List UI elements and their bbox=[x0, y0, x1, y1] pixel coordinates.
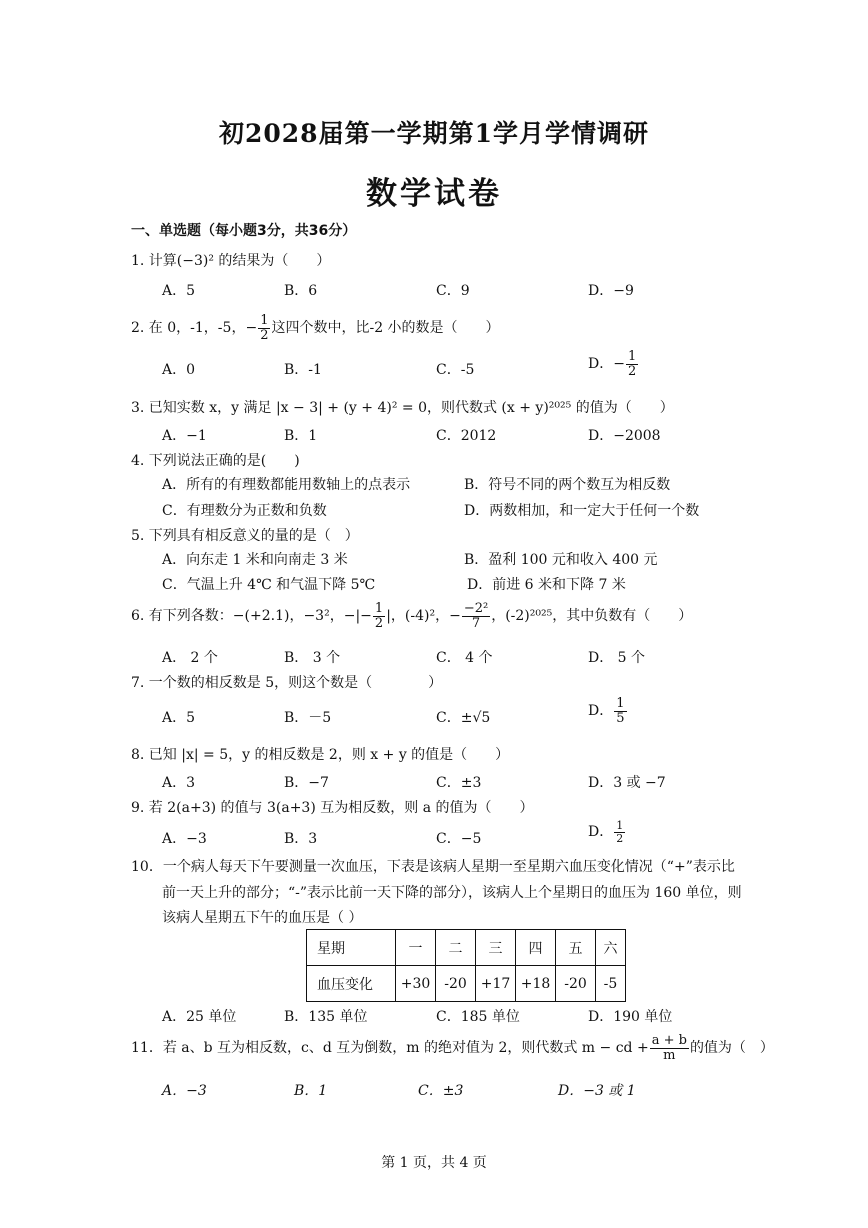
q5-option-c: C．气温上升 4℃ 和气温下降 5℃ bbox=[162, 577, 376, 593]
question-10-line-3: 该病人星期五下午的血压是（ ） bbox=[162, 910, 363, 926]
q10-option-d: D．190 单位 bbox=[588, 1009, 673, 1025]
question-3-stem: 3. 已知实数 x，y 满足 |x − 3| + (y + 4)² = 0，则代数式 (x + y)²⁰²⁵ 的值为（ ） bbox=[131, 400, 674, 416]
q9-option-a: A．−3 bbox=[162, 831, 207, 847]
q6-abs-frac: −|− $\frac{1}{2}$ | bbox=[343, 601, 391, 631]
question-9-stem: 9. 若 2(a+3) 的值与 3(a+3) 互为相反数，则 a 的值为（ ） bbox=[131, 800, 534, 816]
exam-title: 初2028届第一学期第1学月学情调研 bbox=[219, 119, 649, 148]
table-cell: -5 bbox=[596, 966, 626, 1002]
q4-option-c: C．有理数分为正数和负数 bbox=[162, 503, 327, 519]
q11-stem-part-b: 的值为（ ） bbox=[689, 1040, 774, 1057]
q4-option-a: A．所有的有理数都能用数轴上的点表示 bbox=[162, 477, 411, 493]
q6-stem-part-a: 6. 有下列各数：−(+2.1)，−3²， bbox=[131, 608, 344, 625]
question-1-stem: 1. 计算(−3)² 的结果为（ ） bbox=[131, 253, 331, 269]
q2-option-b: B．-1 bbox=[284, 362, 322, 378]
table-cell: +30 bbox=[396, 966, 436, 1002]
q7-option-c: C．±√5 bbox=[436, 710, 491, 726]
q4-option-d: D．两数相加，和一定大于任何一个数 bbox=[464, 503, 700, 519]
table-cell: -20 bbox=[556, 966, 596, 1002]
question-7-stem: 7. 一个数的相反数是 5，则这个数是（ ） bbox=[131, 675, 443, 691]
q3-option-d: D．−2008 bbox=[588, 428, 661, 444]
q1-option-a: A．5 bbox=[162, 283, 196, 299]
q2-option-c: C．-5 bbox=[436, 362, 475, 378]
table-cell: 三 bbox=[476, 930, 516, 966]
q2-option-d: D．− $\frac{1}{2}$ bbox=[588, 349, 637, 379]
q2-option-a: A．0 bbox=[162, 362, 196, 378]
table-cell: 六 bbox=[596, 930, 626, 966]
q11-option-a: A．−3 bbox=[162, 1083, 207, 1099]
table-cell: 星期 bbox=[307, 930, 396, 966]
table-cell: 一 bbox=[396, 930, 436, 966]
question-5-stem: 5. 下列具有相反意义的量的是（ ） bbox=[131, 528, 359, 544]
q9-option-b: B．3 bbox=[284, 831, 318, 847]
q2-d-fraction: $\frac{1}{2}$ bbox=[627, 349, 637, 379]
q2-fraction: $\frac{1}{2}$ bbox=[260, 313, 269, 343]
q11-option-b: B．1 bbox=[294, 1083, 328, 1099]
q3-option-b: B．1 bbox=[284, 428, 318, 444]
page-footer: 第 1 页，共 4 页 bbox=[381, 1155, 487, 1171]
section-heading: 一、单选题（每小题3分，共36分） bbox=[131, 223, 357, 239]
q11-option-c: C．±3 bbox=[418, 1083, 464, 1099]
q1-option-c: C．9 bbox=[436, 283, 470, 299]
table-cell: 五 bbox=[556, 930, 596, 966]
exam-subtitle: 数学试卷 bbox=[366, 176, 502, 212]
question-6-stem bbox=[131, 602, 692, 630]
q7-option-a: A．5 bbox=[162, 710, 196, 726]
q9-option-c: C．−5 bbox=[436, 831, 482, 847]
q10-option-a: A．25 单位 bbox=[162, 1009, 237, 1025]
question-8-stem: 8. 已知 |x| = 5，y 的相反数是 2，则 x + y 的值是（ ） bbox=[131, 747, 510, 763]
q6-stem-part-c: ，(-2)²⁰²⁵，其中负数有（ ） bbox=[491, 608, 693, 625]
q5-option-d: D．前进 6 米和下降 7 米 bbox=[467, 577, 626, 593]
q6-option-c: C． 4 个 bbox=[436, 650, 493, 666]
q7-d-fraction: $\frac{1}{5}$ bbox=[616, 696, 625, 726]
q6-frac-2: − $\frac{\text{−2²}}{7}$ bbox=[449, 601, 489, 631]
q2-stem-part-b: 这四个数中，比-2 小的数是（ ） bbox=[271, 320, 500, 337]
q5-option-b: B．盈利 100 元和收入 400 元 bbox=[464, 552, 658, 568]
q9-option-d: D． $\frac{1}{2}$ bbox=[588, 819, 624, 845]
q2-minus-sign: − bbox=[245, 320, 258, 337]
blood-pressure-table bbox=[306, 929, 626, 1002]
q1-option-d: D．−9 bbox=[588, 283, 634, 299]
q8-option-a: A．3 bbox=[162, 775, 196, 791]
q11-fraction: $\frac{a + b}{m}$ bbox=[651, 1033, 687, 1063]
table-row bbox=[307, 966, 626, 1002]
q8-option-c: C．±3 bbox=[436, 775, 482, 791]
q6-stem-part-b: ，(-4)²， bbox=[390, 608, 450, 625]
q10-option-c: C．185 单位 bbox=[436, 1009, 520, 1025]
q6-option-b: B． 3 个 bbox=[284, 650, 341, 666]
table-cell: +18 bbox=[516, 966, 556, 1002]
q3-option-c: C．2012 bbox=[436, 428, 497, 444]
q8-option-d: D．3 或 −7 bbox=[588, 775, 666, 791]
table-cell: 四 bbox=[516, 930, 556, 966]
q4-option-b: B．符号不同的两个数互为相反数 bbox=[464, 477, 671, 493]
q7-option-b: B．－5 bbox=[284, 710, 332, 726]
q6-option-d: D． 5 个 bbox=[588, 650, 646, 666]
question-10-line-2: 前一天上升的部分；“-”表示比前一天下降的部分），该病人上个星期日的血压为 160 单位，则 bbox=[162, 885, 742, 901]
q10-option-b: B．135 单位 bbox=[284, 1009, 368, 1025]
q2-stem-part-a: 2. 在 0，-1，-5， bbox=[131, 320, 246, 337]
q8-option-b: B．−7 bbox=[284, 775, 329, 791]
q5-option-a: A．向东走 1 米和向南走 3 米 bbox=[162, 552, 348, 568]
q6-option-a: A． 2 个 bbox=[162, 650, 218, 666]
table-cell: 二 bbox=[436, 930, 476, 966]
table-cell: -20 bbox=[436, 966, 476, 1002]
table-cell: 血压变化 bbox=[307, 966, 396, 1002]
table-cell: +17 bbox=[476, 966, 516, 1002]
q11-option-d: D．−3 或 1 bbox=[558, 1083, 636, 1099]
q7-option-d: D． $\frac{1}{5}$ bbox=[588, 696, 625, 726]
question-11-stem bbox=[131, 1034, 774, 1062]
q11-stem-part-a: 11．若 a、b 互为相反数，c、d 互为倒数，m 的绝对值为 2，则代数式 m − cd + bbox=[131, 1040, 649, 1057]
question-10-line-1: 10．一个病人每天下午要测量一次血压，下表是该病人星期一至星期六血压变化情况（“+”表示比 bbox=[131, 859, 735, 875]
q1-option-b: B．6 bbox=[284, 283, 318, 299]
q9-d-fraction: $\frac{1}{2}$ bbox=[616, 819, 624, 845]
question-2-stem bbox=[131, 314, 500, 342]
table-header-row bbox=[307, 930, 626, 966]
q3-option-a: A．−1 bbox=[162, 428, 207, 444]
question-4-stem: 4. 下列说法正确的是( ) bbox=[131, 453, 300, 469]
